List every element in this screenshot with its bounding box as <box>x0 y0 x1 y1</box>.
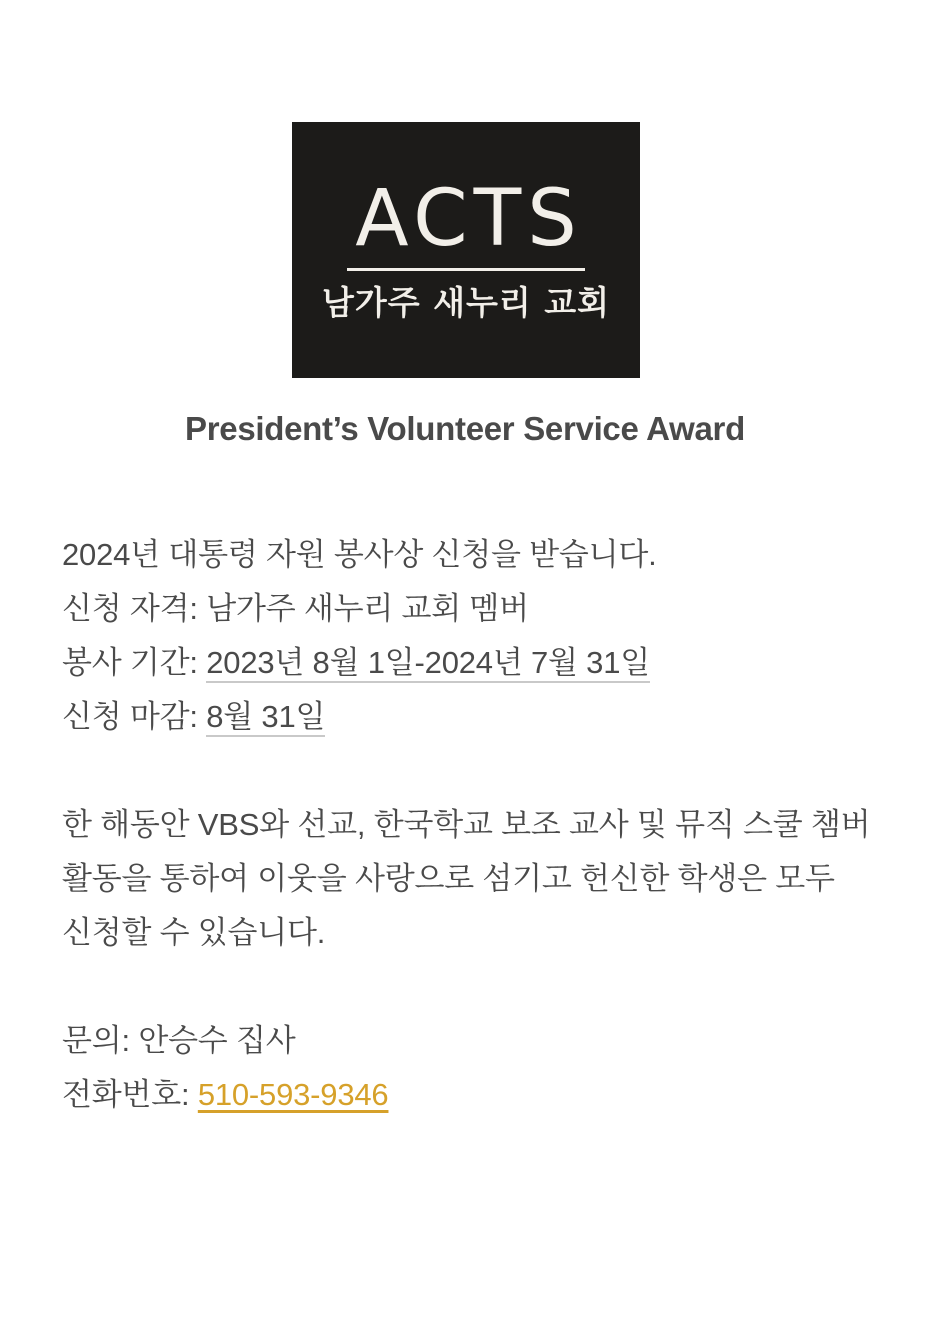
deadline-value: 8월 31일 <box>206 699 325 737</box>
phone-number-link[interactable]: 510-593-9346 <box>197 1077 389 1112</box>
intro-line-2: 신청 자격: 남가주 새누리 교회 멤버 <box>62 591 529 626</box>
flyer-body <box>62 528 878 1122</box>
service-period-label: 봉사 기간: <box>62 645 207 680</box>
phone-label: 전화번호: <box>62 1077 198 1112</box>
contact-person: 문의: 안승수 집사 <box>62 1023 296 1058</box>
service-period-line <box>62 636 878 690</box>
contact-phone-line <box>62 1068 878 1122</box>
intro-line-1: 2024년 대통령 자원 봉사상 신청을 받습니다. <box>62 537 657 572</box>
logo-divider <box>347 268 585 271</box>
logo-band <box>62 122 870 378</box>
logo-subtitle: 남가주 새누리 교회 <box>321 283 610 323</box>
page-title: President’s Volunteer Service Award <box>185 410 745 447</box>
contact-block <box>62 1014 878 1122</box>
announcement-block <box>62 528 878 744</box>
deadline-line <box>62 690 878 744</box>
logo-wordmark: ACTS <box>355 174 583 265</box>
church-logo <box>292 122 640 378</box>
eligibility-description: 한 해동안 VBS와 선교, 한국학교 보조 교사 및 뮤직 스쿨 챔버 활동을 통하여 이웃을 사랑으로 섬기고 헌신한 학생은 모두 신청할 수 있습니다. <box>62 807 871 950</box>
service-period-value: 2023년 8월 1일-2024년 7월 31일 <box>206 645 650 683</box>
deadline-label: 신청 마감: <box>62 699 207 734</box>
